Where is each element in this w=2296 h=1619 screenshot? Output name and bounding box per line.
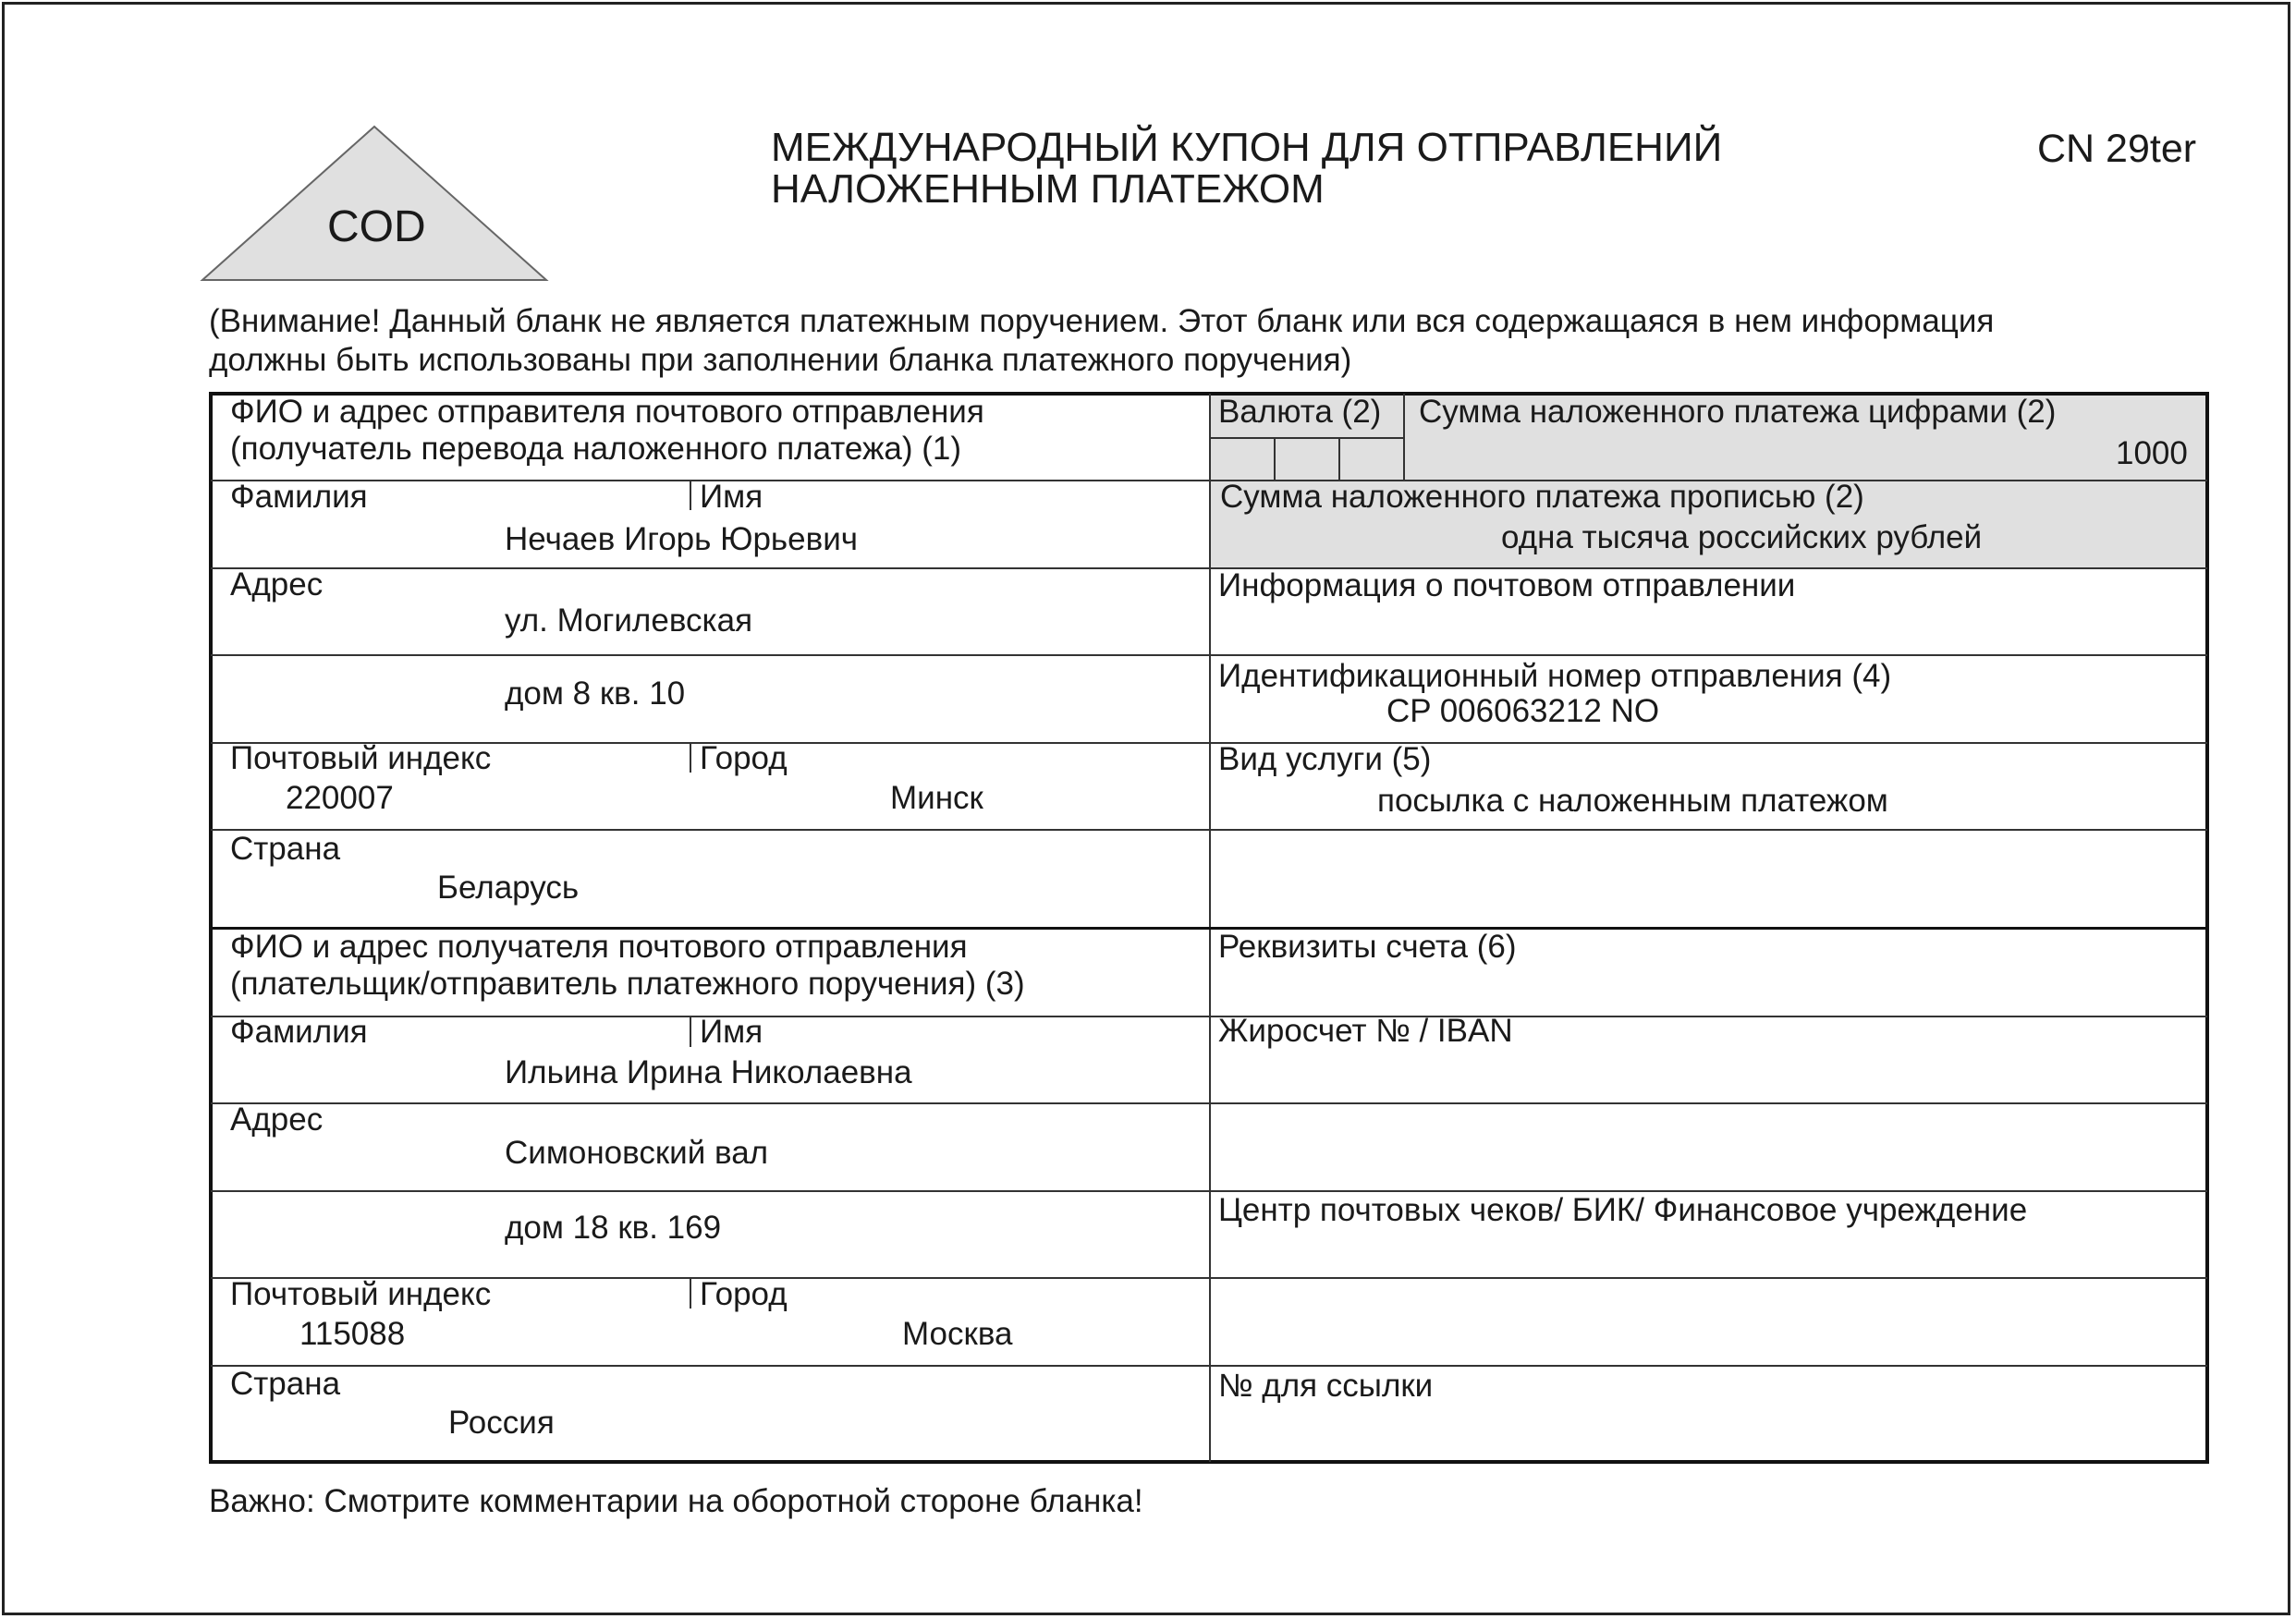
- recipient-postcode: 115088: [299, 1316, 406, 1352]
- cod-badge-label: COD: [327, 202, 426, 251]
- recipient-surname-label: Фамилия: [230, 1014, 368, 1050]
- row-line: [211, 1365, 1209, 1367]
- recipient-house: дом 18 кв. 169: [505, 1210, 722, 1246]
- sender-city: Минск: [890, 780, 983, 816]
- sender-country-label: Страна: [230, 831, 341, 867]
- shipment-id-value: CP 006063212 NO: [1386, 693, 1660, 729]
- name-divider: [690, 1017, 691, 1047]
- currency-cell-divider: [1338, 437, 1340, 481]
- currency-label: Валюта (2): [1218, 394, 1382, 430]
- row-line: [211, 829, 1209, 831]
- row-line: [1211, 1277, 2207, 1279]
- recipient-heading: ФИО и адрес получателя почтового отправления: [230, 929, 968, 965]
- service-label: Вид услуги (5): [1218, 741, 1432, 777]
- postcode-divider: [690, 743, 691, 773]
- form-code: CN 29ter: [2037, 127, 2197, 171]
- recipient-country-label: Страна: [230, 1366, 341, 1402]
- recipient-city-label: Город: [700, 1276, 788, 1312]
- important-note: Важно: Смотрите комментарии на оборотной стороне бланка!: [209, 1483, 1143, 1519]
- sender-postcode: 220007: [286, 780, 394, 816]
- recipient-street: Симоновский вал: [505, 1135, 769, 1171]
- amount-digits-value: 1000: [2116, 435, 2188, 471]
- shipment-id-label: Идентификационный номер отправления (4): [1218, 658, 1892, 694]
- sender-heading: ФИО и адрес отправителя почтового отправления: [230, 394, 984, 430]
- postcode-divider: [690, 1279, 691, 1309]
- sender-subheading: (получатель перевода наложенного платежа) (1): [230, 431, 962, 467]
- sender-street: ул. Могилевская: [505, 603, 753, 639]
- amount-words-label: Сумма наложенного платежа прописью (2): [1220, 479, 1864, 515]
- service-value: посылка с наложенным платежом: [1377, 783, 1888, 819]
- amount-digits-label: Сумма наложенного платежа цифрами (2): [1419, 394, 2057, 430]
- row-line: [1211, 1102, 2207, 1104]
- account-details-label: Реквизиты счета (6): [1218, 929, 1517, 965]
- recipient-name-label: Имя: [700, 1014, 763, 1050]
- amount-words-value: одна тысяча российских рублей: [1501, 519, 1983, 555]
- postal-center-label: Центр почтовых чеков/ БИК/ Финансовое учреждение: [1218, 1192, 2028, 1228]
- recipient-country: Россия: [448, 1405, 555, 1441]
- giro-iban-label: Жиросчет № / IBAN: [1218, 1013, 1513, 1049]
- currency-divider: [1403, 394, 1405, 481]
- row-line: [211, 1190, 1209, 1192]
- sender-surname-label: Фамилия: [230, 479, 368, 515]
- recipient-postcode-label: Почтовый индекс: [230, 1276, 492, 1312]
- sender-house: дом 8 кв. 10: [505, 676, 686, 712]
- row-line: [211, 1102, 1209, 1104]
- sender-city-label: Город: [700, 740, 788, 776]
- sender-postcode-label: Почтовый индекс: [230, 740, 492, 776]
- recipient-city: Москва: [902, 1316, 1013, 1352]
- row-line: [1211, 654, 2207, 656]
- recipient-subheading: (плательщик/отправитель платежного поручения) (3): [230, 966, 1025, 1002]
- row-line: [211, 654, 1209, 656]
- form-title-line1: МЕЖДУНАРОДНЫЙ КУПОН ДЛЯ ОТПРАВЛЕНИЙ: [771, 125, 1723, 170]
- currency-row-line: [1211, 437, 1403, 439]
- recipient-full-name: Ильина Ирина Николаевна: [505, 1054, 912, 1090]
- recipient-address-label: Адрес: [230, 1102, 324, 1138]
- currency-cell-divider: [1274, 437, 1276, 481]
- form-title-line2: НАЛОЖЕННЫМ ПЛАТЕЖОМ: [771, 166, 1325, 212]
- row-line: [211, 567, 1209, 569]
- row-line: [1211, 1365, 2207, 1367]
- name-divider: [690, 481, 691, 510]
- row-line: [1211, 829, 2207, 831]
- notice-line1: (Внимание! Данный бланк не является платежным поручением. Этот бланк или вся содержащаяся в нем информация: [209, 303, 1995, 339]
- shipment-info-label: Информация о почтовом отправлении: [1218, 567, 1796, 603]
- reference-number-label: № для ссылки: [1218, 1368, 1434, 1404]
- sender-name-label: Имя: [700, 479, 763, 515]
- notice-line2: должны быть использованы при заполнении бланка платежного поручения): [209, 342, 1352, 378]
- sender-country: Беларусь: [437, 870, 580, 906]
- sender-full-name: Нечаев Игорь Юрьевич: [505, 521, 859, 557]
- sender-address-label: Адрес: [230, 566, 324, 603]
